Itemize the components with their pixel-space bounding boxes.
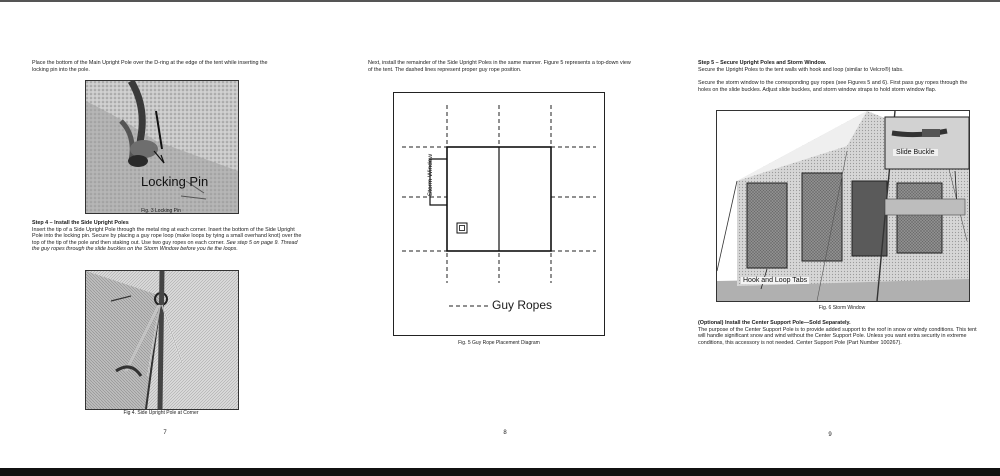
guy-rope-diagram-frame — [393, 92, 605, 336]
page8-number: 8 — [503, 430, 507, 436]
step5-block — [698, 60, 963, 73]
storm-window-label: Storm Window — [427, 153, 434, 197]
step4-body: Insert the tip of a Side Upright Pole through the metal ring at each corner. Insert the bottom of the Side Upright Pole into the locking pin. Secure by placing a guy rope loop (make loops by tying a small overhand knot) over the top of the tip of the pole and then staking out. Use two guy ropes on each corner. — [32, 226, 302, 246]
step5-title: Step 5 – Secure Upright Poles and Storm Window. — [698, 60, 827, 66]
fig6-caption: Fig. 6 Storm Window — [818, 305, 866, 311]
scan-bottom-edge — [0, 468, 1000, 476]
locking-pin-photo — [85, 80, 239, 214]
locking-pin-illustration — [86, 81, 238, 213]
fig4-caption: Fig 4. Side Upright Pole at Corner — [123, 410, 199, 416]
storm-window-photo — [716, 110, 970, 302]
step4-block — [32, 220, 302, 253]
slide-buckle-label: Slide Buckle — [893, 149, 938, 156]
page8-intro: Next, install the remainder of the Side Upright Poles in the same manner. Figure 5 represents a top-down view of the tent. The dashed lines represent proper guy rope position. — [368, 60, 631, 73]
optional-block — [698, 320, 978, 346]
page7-intro: Place the bottom of the Main Upright Pole over the D-ring at the edge of the tent while inserting the locking pin into the pole. — [32, 60, 268, 73]
page-9 — [670, 0, 1000, 476]
hook-and-loop-tabs-label: Hook and Loop Tabs — [743, 277, 808, 284]
step4-title: Step 4 – Install the Side Upright Poles — [32, 220, 129, 226]
fig5-caption: Fig. 5 Guy Rope Placement Diagram — [458, 340, 540, 346]
page9-number: 9 — [828, 432, 832, 438]
locking-pin-label: Locking Pin — [141, 174, 209, 189]
page-8 — [335, 0, 665, 476]
step5-line: Secure the Upright Poles to the tent walls with hook and loop (similar to Velcro®) tabs. — [698, 66, 904, 73]
guy-ropes-legend-label: Guy Ropes — [492, 298, 553, 312]
optional-body: The purpose of the Center Support Pole is to provide added support to the roof in snow or windy conditions. This tent will handle significant snow and wind without the Center Support Pole. Unless you want extra security in extreme conditions, this accessory is not needed. Center Support Pole (Part Number 100267). — [698, 326, 977, 346]
storm-window-illustration — [717, 111, 969, 301]
optional-title: (Optional) Install the Center Support Pole—Sold Separately. — [698, 320, 851, 326]
fig3-caption: Fig. 3 Locking Pin — [141, 208, 181, 214]
side-upright-pole-photo — [85, 270, 239, 410]
page-7 — [0, 0, 330, 476]
side-upright-pole-illustration — [86, 271, 238, 409]
step5-body: Secure the storm window to the corresponding guy ropes (see Figures 5 and 6). First pass guy ropes through the holes on the slide buckles. Adjust slide buckles, and storm window straps to hold storm window flap. — [698, 80, 968, 93]
page7-number: 7 — [163, 430, 167, 436]
step4-note: See step 5 on page 9. Thread the guy ropes through the slide buckles on the Storm Window before you tie the loops. — [32, 239, 298, 253]
